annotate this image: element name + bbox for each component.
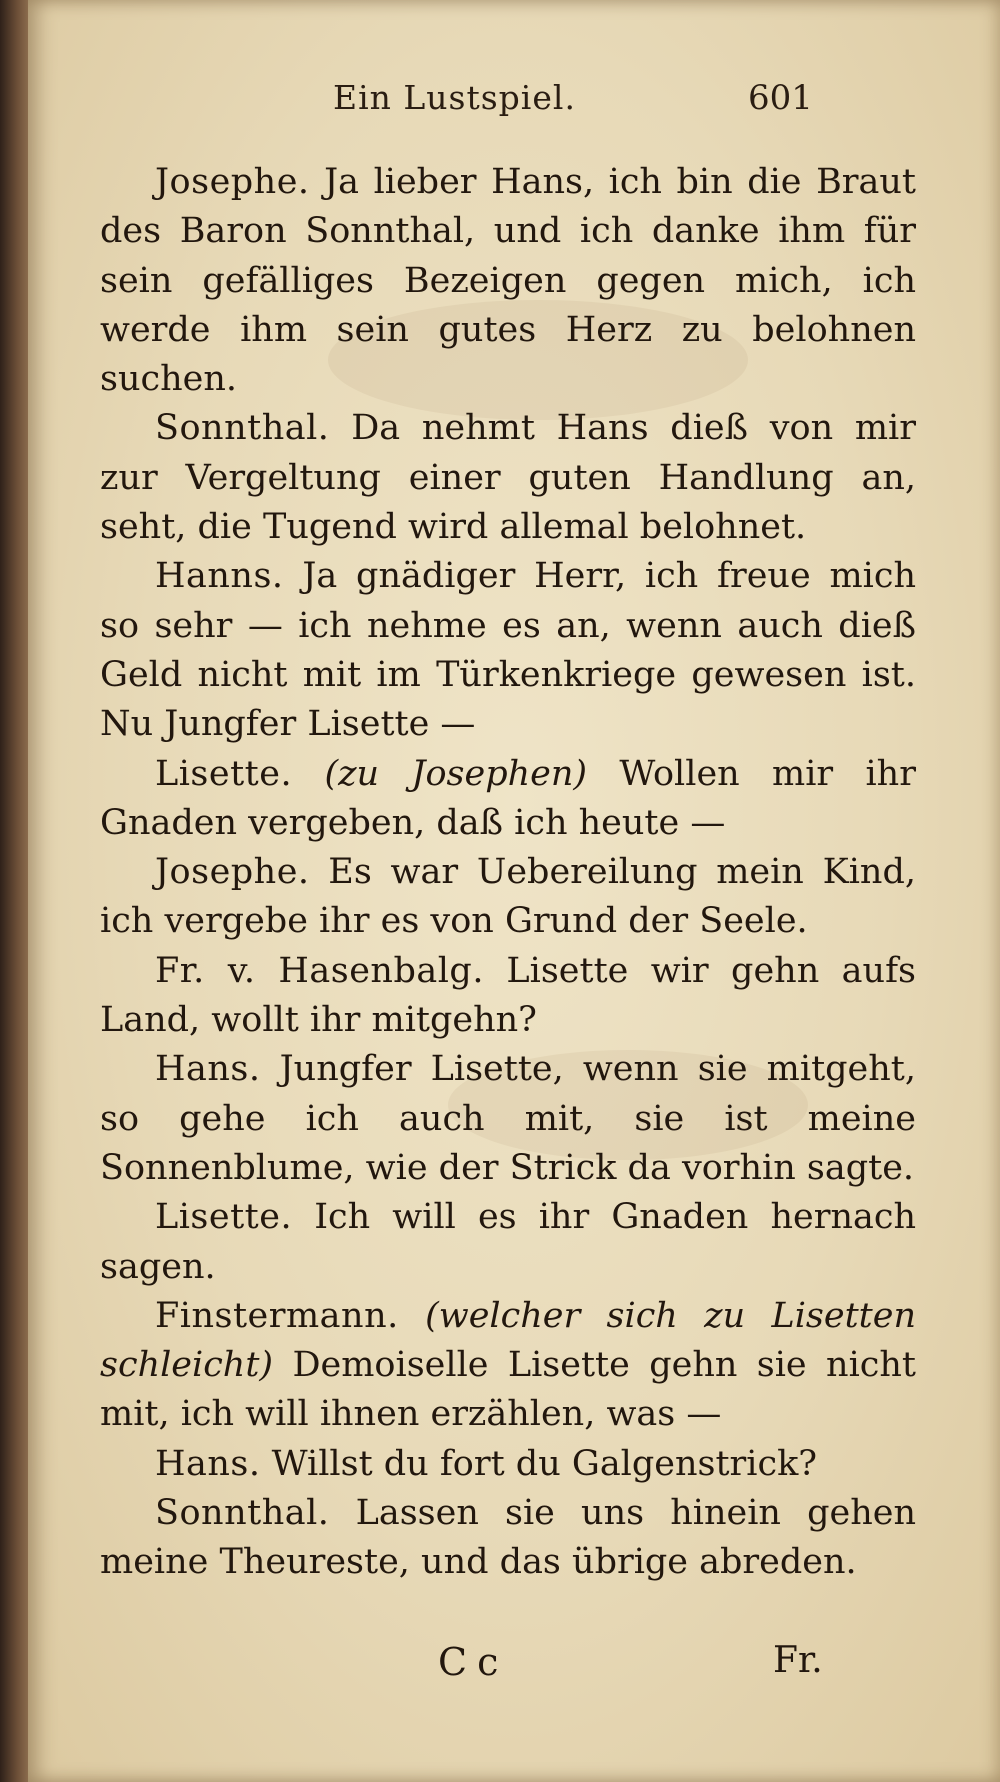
dialogue-paragraph xyxy=(100,750,916,849)
dialogue-line: Es war Uebereilung mein Kind, ich vergebe ihr es von Grund der Seele. xyxy=(100,852,916,942)
page-number: 601 xyxy=(748,78,813,118)
running-title: Ein Lustspiel. xyxy=(333,78,576,117)
dialogue-line: Lisette wir gehn aufs Land, wollt ihr mitgehn? xyxy=(100,950,916,1041)
dialogue-text xyxy=(100,158,916,1588)
speaker-name: Josephe. xyxy=(155,162,310,202)
speaker-name: Hans. xyxy=(155,1049,261,1090)
speaker-name: Josephe. xyxy=(155,852,310,893)
dialogue-paragraph xyxy=(100,848,916,947)
dialogue-paragraph xyxy=(100,158,916,404)
dialogue-paragraph xyxy=(100,1193,916,1292)
dialogue-paragraph xyxy=(100,1045,916,1193)
speaker-name: Hans. xyxy=(155,1443,261,1484)
dialogue-line: Ich will es ihr Gnaden hernach sagen. xyxy=(100,1197,916,1287)
dialogue-line: Willst du fort du Galgenstrick? xyxy=(271,1443,818,1484)
dialogue-line: Ja gnädiger Herr, ich freue mich so sehr — ich nehme es an, wenn auch dieß Geld nicht mit im Türkenkriege gewesen ist. Nu Jungfer Lisette — xyxy=(100,556,916,745)
stage-direction: (welcher sich zu Lisetten schleicht) xyxy=(100,1295,916,1386)
speaker-name: Lisette. xyxy=(155,1197,293,1238)
signature-mark: Cc xyxy=(438,1640,509,1684)
speaker-name: Sonnthal. xyxy=(155,408,330,449)
dialogue-line: Lassen sie uns hinein gehen meine Theureste, und das übrige abreden. xyxy=(100,1493,916,1583)
dialogue-paragraph xyxy=(100,552,916,749)
dialogue-line: Demoiselle Lisette gehn sie nicht mit, ich will ihnen erzählen, was — xyxy=(100,1345,916,1435)
dialogue-paragraph xyxy=(100,1489,916,1588)
book-page xyxy=(28,0,1000,1782)
dialogue-paragraph xyxy=(100,1440,916,1489)
dialogue-line: Da nehmt Hans dieß von mir zur Vergeltung einer guten Handlung an, seht, die Tugend wird allemal belohnet. xyxy=(100,408,916,548)
dialogue-line: Ja lieber Hans, ich bin die Braut des Baron Sonnthal, und ich danke ihm für sein gefälliges Bezeigen gegen mich, ich werde ihm sein gutes Herz zu belohnen suchen. xyxy=(100,162,916,400)
speaker-name: Fr. v. Hasenbalg. xyxy=(155,950,484,991)
dialogue-paragraph xyxy=(100,1292,916,1440)
stage-direction: (zu Josephen) xyxy=(324,753,588,794)
catchword: Fr. xyxy=(773,1640,823,1681)
dialogue-line: Jungfer Lisette, wenn sie mitgeht, so gehe ich auch mit, sie ist meine Sonnenblume, wie der Strick da vorhin sagte. xyxy=(100,1049,916,1188)
speaker-name: Lisette. xyxy=(155,753,293,794)
speaker-name: Sonnthal. xyxy=(155,1493,330,1534)
speaker-name: Finstermann. xyxy=(155,1295,399,1336)
dialogue-paragraph xyxy=(100,404,916,552)
dialogue-paragraph xyxy=(100,947,916,1046)
speaker-name: Hanns. xyxy=(155,556,284,597)
page-header xyxy=(28,78,1000,138)
dialogue-line: Wollen mir ihr Gnaden vergeben, daß ich heute — xyxy=(100,753,916,843)
book-spine-shadow xyxy=(0,0,28,1782)
